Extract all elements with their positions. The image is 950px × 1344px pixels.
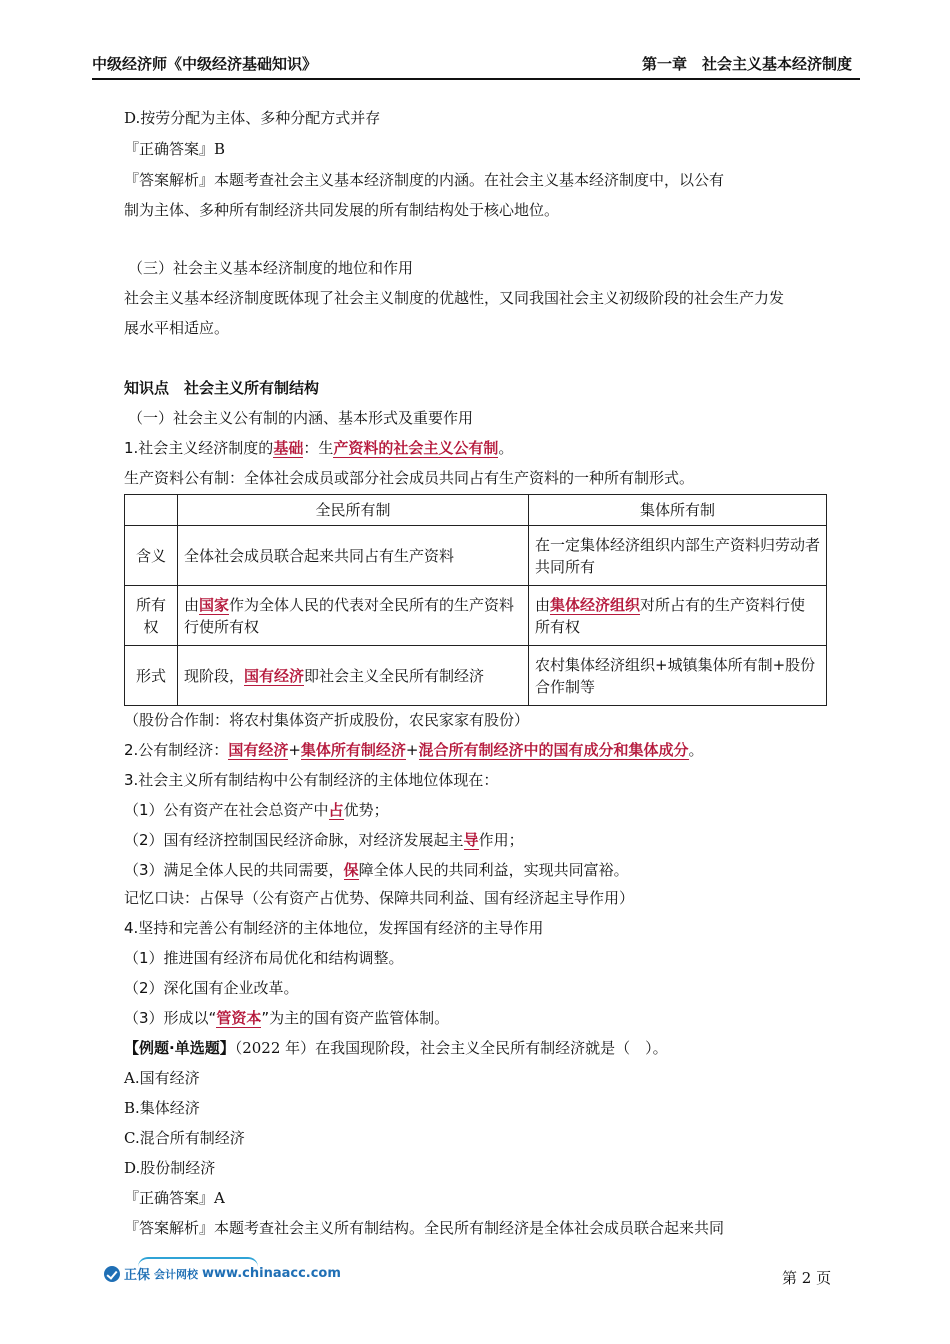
option-d: D.按劳分配为主体、多种分配方式并存: [124, 109, 381, 127]
option-b: B.集体经济: [124, 1099, 200, 1117]
item4: 4.坚持和完善公有制经济的主体地位，发挥国有经济的主导作用: [124, 919, 544, 937]
item-text: （3）形成以“: [124, 1009, 217, 1027]
logo-sub: 会计网校: [154, 1267, 199, 1281]
cell-form-whole: [178, 646, 529, 706]
cell-ownership-whole: [178, 586, 529, 646]
example-correct-answer: 『正确答案』A: [124, 1189, 225, 1207]
cell-meaning-whole: 全体社会成员联合起来共同占有生产资料: [178, 526, 529, 586]
logo-brand: 正保: [124, 1268, 151, 1283]
table-header-blank: [125, 495, 178, 526]
brand-logo[interactable]: [104, 1264, 341, 1283]
ownership-table: [124, 494, 827, 706]
highlight-manage-capital: 管资本: [216, 1009, 262, 1027]
item4-2: （2）深化国有企业改革。: [124, 979, 299, 997]
item2: [124, 740, 704, 760]
highlight-guarantee: 保: [343, 861, 359, 879]
plus-sign: +: [405, 741, 419, 759]
section-paragraph-line2: 展水平相适应。: [124, 319, 230, 337]
option-a: A.国有经济: [124, 1069, 200, 1087]
item3-3: [124, 860, 629, 880]
highlight-basis: 基础: [273, 439, 304, 457]
item1-prefix: 1.社会主义经济制度的: [124, 439, 274, 457]
page-number: 第 2 页: [782, 1269, 832, 1287]
highlight-mixed-ownership: 混合所有制经济中的国有成分和集体成分: [418, 741, 689, 759]
cell-text: 现阶段，: [184, 666, 245, 685]
item2-prefix: 2.公有制经济：: [124, 741, 229, 759]
row-label-meaning: 含义: [125, 526, 178, 586]
page-header: [92, 50, 860, 80]
table-header-row: [125, 495, 827, 526]
check-icon: [104, 1266, 120, 1282]
item1: [124, 438, 513, 458]
logo-arc: [138, 1257, 258, 1267]
correct-answer: 『正确答案』B: [124, 140, 226, 158]
shareholding-note: （股份合作制：将农村集体资产折成股份，农民家家有股份）: [124, 711, 530, 729]
table-header-collective: 集体所有制: [529, 495, 827, 526]
header-book-title: 中级经济师《中级经济基础知识》: [92, 55, 318, 73]
table-row: [125, 646, 827, 706]
section-paragraph-line1: 社会主义基本经济制度既体现了社会主义制度的优越性，又同我国社会主义初级阶段的社会生产力发: [124, 289, 785, 307]
table-row: [125, 526, 827, 586]
table-row: [125, 586, 827, 646]
item3-1: [124, 800, 389, 820]
item1-end: 。: [498, 439, 514, 457]
knowledge-point-title: 知识点 社会主义所有制结构: [124, 379, 320, 397]
highlight-state-economy: 国有经济: [228, 741, 289, 759]
item-text: 障全体人民的共同利益，实现共同富裕。: [358, 861, 629, 879]
header-chapter-title: 第一章 社会主义基本经济制度: [641, 55, 852, 73]
item-text: ”为主的国有资产监管体制。: [261, 1009, 450, 1027]
example-question: [124, 1038, 668, 1058]
example-tag: 【例题·单选题】: [124, 1039, 235, 1057]
answer-analysis-line1: 『答案解析』本题考查社会主义基本经济制度的内涵。在社会主义基本经济制度中，以公有: [124, 171, 725, 189]
item-text: （3）满足全体人民的共同需要，: [124, 861, 344, 879]
highlight-public-ownership: 产资料的社会主义公有制: [333, 439, 499, 457]
cell-text: 即社会主义全民所有制经济: [304, 666, 485, 685]
option-c: C.混合所有制经济: [124, 1129, 245, 1147]
highlight-state: 国家: [199, 595, 230, 614]
cell-form-collective: 农村集体经济组织+城镇集体所有制+股份合作制等: [529, 646, 827, 706]
item1-mid: ：生: [303, 439, 334, 457]
subsection-title: （一）社会主义公有制的内涵、基本形式及重要作用: [128, 409, 474, 427]
answer-analysis-line2: 制为主体、多种所有制经济共同发展的所有制结构处于核心地位。: [124, 201, 560, 219]
example-answer-analysis: 『答案解析』本题考查社会主义所有制结构。全民所有制经济是全体社会成员联合起来共同: [124, 1219, 725, 1237]
logo-url[interactable]: www.chinaacc.com: [202, 1266, 341, 1281]
item3-2: [124, 830, 524, 850]
item4-1: （1）推进国有经济布局优化和结构调整。: [124, 949, 404, 967]
cell-text: 由: [535, 595, 551, 614]
mnemonic: 记忆口诀：占保导（公有资产占优势、保障共同利益、国有经济起主导作用）: [124, 889, 635, 907]
cell-text: 对所占有的生产资料行使所有权: [535, 595, 806, 636]
cell-ownership-collective: [529, 586, 827, 646]
example-stem: （2022 年）在我国现阶段，社会主义全民所有制经济就是（ ）。: [234, 1039, 668, 1057]
item3: 3.社会主义所有制结构中公有制经济的主体地位体现在：: [124, 771, 499, 789]
item2-end: 。: [688, 741, 704, 759]
highlight-occupy: 占: [328, 801, 344, 819]
public-ownership-definition: 生产资料公有制：全体社会成员或部分社会成员共同占有生产资料的一种所有制形式。: [124, 469, 695, 487]
highlight-collective-org: 集体经济组织: [550, 595, 641, 614]
row-label-ownership: 所有权: [125, 586, 178, 646]
cell-text: 由: [184, 595, 200, 614]
section-title: （三）社会主义基本经济制度的地位和作用: [128, 259, 414, 277]
item4-3: [124, 1008, 449, 1028]
table-header-whole-people: 全民所有制: [178, 495, 529, 526]
item-text: （1）公有资产在社会总资产中: [124, 801, 329, 819]
highlight-lead: 导: [463, 831, 479, 849]
plus-sign: +: [288, 741, 301, 759]
cell-meaning-collective: 在一定集体经济组织内部生产资料归劳动者共同所有: [529, 526, 827, 586]
option-d: D.股份制经济: [124, 1159, 216, 1177]
item-text: 优势；: [343, 801, 389, 819]
item-text: （2）国有经济控制国民经济命脉，对经济发展起主: [124, 831, 464, 849]
item-text: 作用；: [478, 831, 524, 849]
cell-text: 作为全体人民的代表对全民所有的生产资料行使所有权: [184, 595, 515, 636]
row-label-form: 形式: [125, 646, 178, 706]
highlight-collective-economy: 集体所有制经济: [300, 741, 406, 759]
highlight-state-economy: 国有经济: [244, 666, 305, 685]
